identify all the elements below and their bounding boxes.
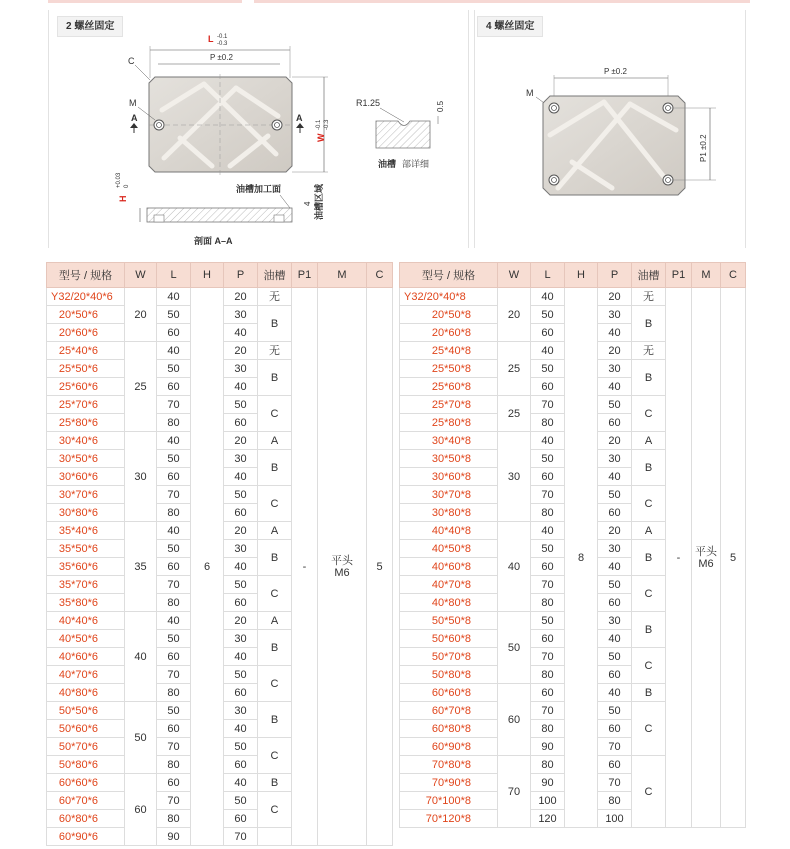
w-cell: 60 xyxy=(498,684,531,756)
p-cell: 40 xyxy=(224,558,258,576)
model-cell: 50*50*8 xyxy=(400,612,498,630)
p-cell: 50 xyxy=(598,648,632,666)
l-cell: 100 xyxy=(531,792,565,810)
groove-cell: B xyxy=(632,306,666,342)
two-screw-plate-drawing xyxy=(100,30,460,250)
p-cell: 40 xyxy=(224,324,258,342)
p-cell: 40 xyxy=(598,630,632,648)
model-cell: 40*70*6 xyxy=(47,666,125,684)
p-cell: 30 xyxy=(598,360,632,378)
model-cell: 70*100*8 xyxy=(400,792,498,810)
p-cell: 60 xyxy=(598,594,632,612)
groove-cell: A xyxy=(632,432,666,450)
l-cell: 40 xyxy=(157,432,191,450)
w-cell: 20 xyxy=(125,288,157,342)
groove-cell: 无 xyxy=(258,342,292,360)
model-cell: 30*50*8 xyxy=(400,450,498,468)
l-cell: 50 xyxy=(531,360,565,378)
p-cell: 20 xyxy=(598,342,632,360)
column-header: P xyxy=(224,263,258,288)
groove-cell: A xyxy=(258,612,292,630)
p-cell: 40 xyxy=(598,378,632,396)
model-cell: 40*40*8 xyxy=(400,522,498,540)
p-cell: 60 xyxy=(598,504,632,522)
p-cell: 30 xyxy=(224,306,258,324)
w-cell: 25 xyxy=(498,396,531,432)
groove-cell: C xyxy=(632,648,666,684)
groove-cell: A xyxy=(632,522,666,540)
p-cell: 30 xyxy=(598,612,632,630)
model-cell: 40*80*6 xyxy=(47,684,125,702)
c-cell: 5 xyxy=(367,288,393,846)
model-cell: 30*80*8 xyxy=(400,504,498,522)
groove-cell: A xyxy=(258,522,292,540)
p-cell: 70 xyxy=(598,738,632,756)
p-cell: 70 xyxy=(224,828,258,846)
model-cell: 40*80*8 xyxy=(400,594,498,612)
model-cell: 25*50*6 xyxy=(47,360,125,378)
model-cell: 50*80*6 xyxy=(47,756,125,774)
column-header: L xyxy=(157,263,191,288)
p-cell: 50 xyxy=(224,792,258,810)
section-a-right: A xyxy=(296,113,303,123)
p-cell: 60 xyxy=(598,756,632,774)
model-cell: 50*60*6 xyxy=(47,720,125,738)
groove-cell: C xyxy=(258,396,292,432)
l-cell: 60 xyxy=(157,324,191,342)
p-cell: 20 xyxy=(224,612,258,630)
l-cell: 70 xyxy=(157,396,191,414)
l-cell: 50 xyxy=(157,702,191,720)
model-cell: 35*60*6 xyxy=(47,558,125,576)
l-cell: 80 xyxy=(157,756,191,774)
l-cell: 70 xyxy=(531,576,565,594)
left-spec-table xyxy=(46,262,393,846)
l-cell: 70 xyxy=(157,738,191,756)
l-cell: 70 xyxy=(157,792,191,810)
l-cell: 40 xyxy=(157,612,191,630)
h-tol-upper: +0.03 xyxy=(116,172,122,188)
l-cell: 40 xyxy=(531,522,565,540)
model-cell: 40*60*6 xyxy=(47,648,125,666)
l-cell: 70 xyxy=(531,648,565,666)
l-cell: 80 xyxy=(531,414,565,432)
m-label: M xyxy=(129,98,137,108)
h-tol-lower: 0 xyxy=(124,184,130,188)
l-cell: 80 xyxy=(531,720,565,738)
model-cell: 30*40*8 xyxy=(400,432,498,450)
p-cell: 50 xyxy=(224,486,258,504)
groove-cell: A xyxy=(258,432,292,450)
p-cell: 30 xyxy=(224,360,258,378)
right-spec-table xyxy=(399,262,746,828)
column-header: W xyxy=(125,263,157,288)
p-cell: 70 xyxy=(598,774,632,792)
p-cell: 60 xyxy=(598,414,632,432)
model-cell: 30*80*6 xyxy=(47,504,125,522)
p-cell: 60 xyxy=(224,594,258,612)
groove-cell: C xyxy=(258,738,292,774)
groove-cell: C xyxy=(632,756,666,828)
w-cell: 40 xyxy=(125,612,157,702)
model-cell: 30*70*8 xyxy=(400,486,498,504)
l-cell: 60 xyxy=(531,378,565,396)
model-cell: 30*50*6 xyxy=(47,450,125,468)
column-header: 型号 / 规格 xyxy=(400,263,498,288)
p-label: P ±0.2 xyxy=(210,53,233,62)
p-label-right: P ±0.2 xyxy=(604,67,627,76)
groove-cell: B xyxy=(258,450,292,486)
groove-area-label: 油槽区域 xyxy=(314,183,324,220)
l-cell: 60 xyxy=(157,648,191,666)
model-cell: 50*70*6 xyxy=(47,738,125,756)
p-cell: 40 xyxy=(598,558,632,576)
l-tol-lower: -0.3 xyxy=(217,41,228,47)
w-cell: 35 xyxy=(125,522,157,612)
groove-cell: C xyxy=(632,486,666,522)
l-cell: 90 xyxy=(531,738,565,756)
m-cell: 平头 M6 xyxy=(692,288,721,828)
model-cell: 60*90*8 xyxy=(400,738,498,756)
model-cell: 30*60*8 xyxy=(400,468,498,486)
l-label: L xyxy=(208,34,214,44)
h-label: H xyxy=(118,195,128,202)
w-cell: 30 xyxy=(125,432,157,522)
p1-cell: - xyxy=(666,288,692,828)
groove-cell: B xyxy=(632,612,666,648)
p-cell: 50 xyxy=(224,576,258,594)
model-cell: 35*70*6 xyxy=(47,576,125,594)
groove-title: 油槽 xyxy=(378,159,397,169)
model-cell: 70*120*8 xyxy=(400,810,498,828)
model-cell: 25*60*6 xyxy=(47,378,125,396)
model-cell: 50*70*8 xyxy=(400,648,498,666)
p-cell: 50 xyxy=(598,702,632,720)
groove-cell: C xyxy=(632,396,666,432)
model-cell: 20*60*6 xyxy=(47,324,125,342)
model-cell: 20*50*8 xyxy=(400,306,498,324)
l-cell: 70 xyxy=(531,396,565,414)
model-cell: 35*50*6 xyxy=(47,540,125,558)
groove-face-label: 油槽加工面 xyxy=(236,184,282,194)
column-header: W xyxy=(498,263,531,288)
p-cell: 50 xyxy=(224,396,258,414)
section-aa-label: 剖面 A–A xyxy=(194,236,233,246)
p-cell: 40 xyxy=(598,324,632,342)
groove-cell: 无 xyxy=(258,288,292,306)
model-cell: 25*70*6 xyxy=(47,396,125,414)
model-cell: 25*80*8 xyxy=(400,414,498,432)
w-tol-lower: -0.3 xyxy=(324,119,330,130)
p-cell: 40 xyxy=(224,468,258,486)
l-cell: 60 xyxy=(531,324,565,342)
section-a-left: A xyxy=(131,113,138,123)
w-cell: 30 xyxy=(498,432,531,522)
p-cell: 60 xyxy=(598,720,632,738)
model-cell: 25*80*6 xyxy=(47,414,125,432)
model-cell: 40*60*8 xyxy=(400,558,498,576)
groove-cell: B xyxy=(258,540,292,576)
l-cell: 50 xyxy=(531,612,565,630)
w-cell: 50 xyxy=(125,702,157,774)
p-cell: 60 xyxy=(224,414,258,432)
column-header: M xyxy=(318,263,367,288)
column-header: C xyxy=(721,263,746,288)
l-cell: 80 xyxy=(531,594,565,612)
model-cell: 60*80*6 xyxy=(47,810,125,828)
groove-cell: B xyxy=(258,702,292,738)
l-cell: 60 xyxy=(531,558,565,576)
l-cell: 50 xyxy=(531,306,565,324)
table-row xyxy=(47,288,393,306)
m-cell: 平头 M6 xyxy=(318,288,367,846)
l-cell: 70 xyxy=(157,576,191,594)
c-cell: 5 xyxy=(721,288,746,828)
p-cell: 40 xyxy=(598,468,632,486)
l-cell: 40 xyxy=(157,342,191,360)
column-header: M xyxy=(692,263,721,288)
l-cell: 40 xyxy=(531,432,565,450)
model-cell: 30*40*6 xyxy=(47,432,125,450)
p-cell: 40 xyxy=(224,648,258,666)
p-cell: 40 xyxy=(224,720,258,738)
p-cell: 50 xyxy=(598,396,632,414)
model-cell: 60*70*8 xyxy=(400,702,498,720)
top-accent-line xyxy=(254,0,750,3)
l-cell: 80 xyxy=(157,684,191,702)
l-cell: 80 xyxy=(531,504,565,522)
model-cell: 20*60*8 xyxy=(400,324,498,342)
groove-cell: C xyxy=(258,486,292,522)
model-cell: 50*80*8 xyxy=(400,666,498,684)
l-cell: 50 xyxy=(157,450,191,468)
model-cell: 25*70*8 xyxy=(400,396,498,414)
model-cell: 50*60*8 xyxy=(400,630,498,648)
two-screw-tag: 2 螺丝固定 xyxy=(57,16,123,37)
dim-4-label: 4 xyxy=(303,201,312,206)
model-cell: 30*60*6 xyxy=(47,468,125,486)
model-cell: 60*60*8 xyxy=(400,684,498,702)
model-cell: 70*90*8 xyxy=(400,774,498,792)
l-cell: 50 xyxy=(157,360,191,378)
model-cell: 50*50*6 xyxy=(47,702,125,720)
groove-cell: C xyxy=(258,666,292,702)
p-cell: 50 xyxy=(598,576,632,594)
model-cell: 40*40*6 xyxy=(47,612,125,630)
p-cell: 20 xyxy=(598,288,632,306)
p-cell: 50 xyxy=(224,738,258,756)
groove-cell: B xyxy=(632,540,666,576)
p-cell: 60 xyxy=(224,504,258,522)
c-label: C xyxy=(128,56,135,66)
p-cell: 30 xyxy=(224,450,258,468)
p-cell: 50 xyxy=(598,486,632,504)
groove-sub: 部详细 xyxy=(402,159,430,169)
table-header-row xyxy=(400,263,746,288)
groove-cell: C xyxy=(632,702,666,756)
model-cell: 70*80*8 xyxy=(400,756,498,774)
dim-05-label: 0.5 xyxy=(436,100,445,112)
w-tol-upper: -0.1 xyxy=(316,119,322,130)
l-cell: 120 xyxy=(531,810,565,828)
l-cell: 60 xyxy=(157,720,191,738)
model-cell: 20*50*6 xyxy=(47,306,125,324)
m-label-right: M xyxy=(526,88,534,98)
groove-cell: B xyxy=(632,450,666,486)
l-cell: 80 xyxy=(157,594,191,612)
column-header: H xyxy=(565,263,598,288)
column-header: L xyxy=(531,263,565,288)
model-cell: Y32/20*40*6 xyxy=(47,288,125,306)
p-cell: 60 xyxy=(598,666,632,684)
p-cell: 30 xyxy=(224,702,258,720)
model-cell: 30*70*6 xyxy=(47,486,125,504)
groove-cell xyxy=(258,828,292,846)
column-header: 油槽 xyxy=(632,263,666,288)
w-cell: 60 xyxy=(125,774,157,846)
p1-label: P1 ±0.2 xyxy=(699,134,708,162)
l-cell: 80 xyxy=(531,666,565,684)
groove-cell: B xyxy=(258,360,292,396)
table-header-row xyxy=(47,263,393,288)
groove-cell: B xyxy=(258,306,292,342)
h-cell: 8 xyxy=(565,288,598,828)
l-cell: 70 xyxy=(531,702,565,720)
column-header: C xyxy=(367,263,393,288)
column-header: P1 xyxy=(666,263,692,288)
p-cell: 40 xyxy=(598,684,632,702)
groove-cell: B xyxy=(632,684,666,702)
model-cell: 35*80*6 xyxy=(47,594,125,612)
model-cell: 40*50*8 xyxy=(400,540,498,558)
w-cell: 20 xyxy=(498,288,531,342)
w-cell: 40 xyxy=(498,522,531,612)
w-cell: 25 xyxy=(498,342,531,396)
l-cell: 90 xyxy=(157,828,191,846)
p-cell: 40 xyxy=(224,774,258,792)
h-cell: 6 xyxy=(191,288,224,846)
l-cell: 80 xyxy=(157,504,191,522)
p-cell: 20 xyxy=(598,522,632,540)
l-cell: 80 xyxy=(157,414,191,432)
model-cell: 40*50*6 xyxy=(47,630,125,648)
p-cell: 60 xyxy=(224,756,258,774)
l-cell: 90 xyxy=(531,774,565,792)
groove-cell: C xyxy=(258,576,292,612)
p-cell: 30 xyxy=(598,450,632,468)
model-cell: 60*70*6 xyxy=(47,792,125,810)
model-cell: 25*40*8 xyxy=(400,342,498,360)
p-cell: 50 xyxy=(224,666,258,684)
w-cell: 70 xyxy=(498,756,531,828)
p-cell: 20 xyxy=(598,432,632,450)
model-cell: 35*40*6 xyxy=(47,522,125,540)
model-cell: 25*60*8 xyxy=(400,378,498,396)
column-header: P xyxy=(598,263,632,288)
p-cell: 20 xyxy=(224,288,258,306)
p-cell: 30 xyxy=(224,540,258,558)
four-screw-plate-drawing xyxy=(520,60,735,200)
l-cell: 40 xyxy=(157,522,191,540)
l-cell: 50 xyxy=(157,306,191,324)
p1-cell: - xyxy=(292,288,318,846)
groove-cell: B xyxy=(632,360,666,396)
l-cell: 40 xyxy=(531,288,565,306)
l-cell: 60 xyxy=(531,468,565,486)
model-cell: 40*70*8 xyxy=(400,576,498,594)
p-cell: 60 xyxy=(224,810,258,828)
groove-cell: C xyxy=(632,576,666,612)
l-cell: 60 xyxy=(157,774,191,792)
model-cell: Y32/20*40*8 xyxy=(400,288,498,306)
l-cell: 60 xyxy=(531,684,565,702)
l-cell: 50 xyxy=(157,540,191,558)
groove-cell: 无 xyxy=(632,342,666,360)
l-cell: 60 xyxy=(157,468,191,486)
p-cell: 80 xyxy=(598,792,632,810)
groove-cell: B xyxy=(258,630,292,666)
l-cell: 40 xyxy=(157,288,191,306)
model-cell: 25*50*8 xyxy=(400,360,498,378)
model-cell: 25*40*6 xyxy=(47,342,125,360)
l-tol-upper: -0.1 xyxy=(217,34,228,40)
p-cell: 100 xyxy=(598,810,632,828)
p-cell: 20 xyxy=(224,432,258,450)
l-cell: 80 xyxy=(157,810,191,828)
w-cell: 50 xyxy=(498,612,531,684)
l-cell: 50 xyxy=(157,630,191,648)
groove-cell: C xyxy=(258,792,292,828)
column-header: 型号 / 规格 xyxy=(47,263,125,288)
p-cell: 40 xyxy=(224,378,258,396)
table-row xyxy=(400,288,746,306)
p-cell: 60 xyxy=(224,684,258,702)
r-label: R1.25 xyxy=(356,98,381,108)
l-cell: 70 xyxy=(157,486,191,504)
column-header: P1 xyxy=(292,263,318,288)
p-cell: 30 xyxy=(598,306,632,324)
p-cell: 30 xyxy=(598,540,632,558)
model-cell: 60*60*6 xyxy=(47,774,125,792)
p-cell: 20 xyxy=(224,522,258,540)
l-cell: 50 xyxy=(531,450,565,468)
l-cell: 40 xyxy=(531,342,565,360)
top-accent-line xyxy=(48,0,242,3)
four-screw-tag: 4 螺丝固定 xyxy=(477,16,543,37)
l-cell: 70 xyxy=(157,666,191,684)
l-cell: 60 xyxy=(157,378,191,396)
w-label: W xyxy=(316,133,326,142)
p-cell: 30 xyxy=(224,630,258,648)
w-cell: 25 xyxy=(125,342,157,432)
groove-cell: 无 xyxy=(632,288,666,306)
p-cell: 20 xyxy=(224,342,258,360)
l-cell: 70 xyxy=(531,486,565,504)
l-cell: 60 xyxy=(531,630,565,648)
l-cell: 80 xyxy=(531,756,565,774)
column-header: 油槽 xyxy=(258,263,292,288)
model-cell: 60*90*6 xyxy=(47,828,125,846)
column-header: H xyxy=(191,263,224,288)
model-cell: 60*80*8 xyxy=(400,720,498,738)
l-cell: 50 xyxy=(531,540,565,558)
l-cell: 60 xyxy=(157,558,191,576)
groove-cell: B xyxy=(258,774,292,792)
